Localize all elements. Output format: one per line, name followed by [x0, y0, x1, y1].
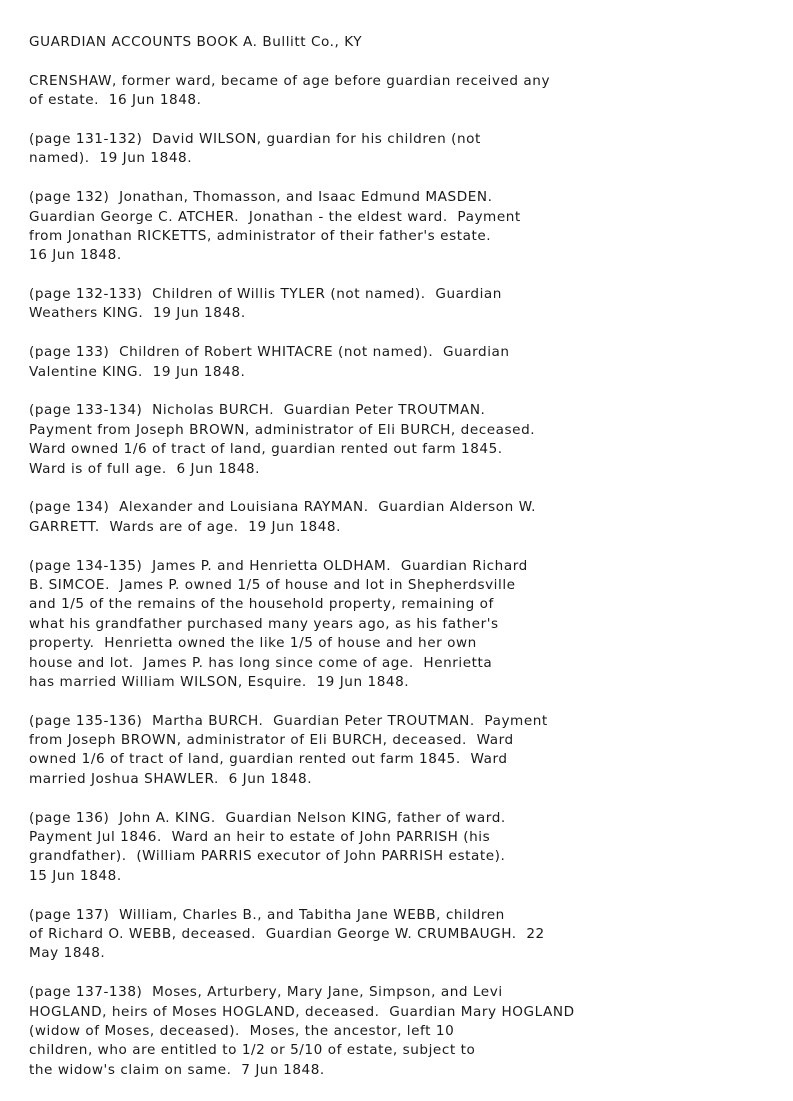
- guardian-entry: [29, 557, 769, 693]
- entry-line: (page 137-138) Moses, Arturbery, Mary Jane, Simpson, and Levi: [29, 984, 503, 1001]
- entry-line: house and lot. James P. has long since come of age. Henrietta: [29, 654, 493, 671]
- entry-line: (page 132-133) Children of Willis TYLER (not named). Guardian: [29, 286, 502, 303]
- entry-line: (widow of Moses, deceased). Moses, the ancestor, left 10: [29, 1022, 455, 1039]
- entry-line: (page 134) Alexander and Louisiana RAYMAN. Guardian Alderson W.: [29, 499, 537, 516]
- entry-line: Ward owned 1/6 of tract of land, guardian rented out farm 1845.: [29, 441, 503, 458]
- guardian-entry: [29, 498, 769, 537]
- entry-line: from Joseph BROWN, administrator of Eli BURCH, deceased. Ward: [29, 732, 514, 749]
- guardian-entry: [29, 401, 769, 479]
- entry-line: property. Henrietta owned the like 1/5 of house and her own: [29, 635, 477, 652]
- entry-line: (page 136) John A. KING. Guardian Nelson KING, father of ward.: [29, 809, 506, 826]
- entry-line: GARRETT. Wards are of age. 19 Jun 1848.: [29, 518, 341, 535]
- entry-line: (page 134-135) James P. and Henrietta OLDHAM. Guardian Richard: [29, 557, 528, 574]
- entry-line: children, who are entitled to 1/2 or 5/10 of estate, subject to: [29, 1042, 476, 1059]
- entry-line: of estate. 16 Jun 1848.: [29, 92, 202, 109]
- entry-line: has married William WILSON, Esquire. 19 Jun 1848.: [29, 673, 410, 690]
- guardian-entry: [29, 906, 769, 964]
- guardian-entry: [29, 712, 769, 790]
- entry-line: what his grandfather purchased many years ago, as his father's: [29, 615, 499, 632]
- entry-line: grandfather). (William PARRIS executor of John PARRISH estate).: [29, 848, 506, 865]
- guardian-entry: [29, 72, 769, 111]
- entry-line: and 1/5 of the remains of the household property, remaining of: [29, 596, 494, 613]
- entry-line: from Jonathan RICKETTS, administrator of their father's estate.: [29, 227, 492, 244]
- entry-line: HOGLAND, heirs of Moses HOGLAND, deceased. Guardian Mary HOGLAND: [29, 1003, 575, 1020]
- entry-line: (page 137) William, Charles B., and Tabitha Jane WEBB, children: [29, 906, 505, 923]
- entry-line: named). 19 Jun 1848.: [29, 150, 193, 167]
- guardian-entry: [29, 983, 769, 1080]
- entry-line: May 1848.: [29, 945, 106, 962]
- entry-line: 16 Jun 1848.: [29, 247, 122, 264]
- guardian-entry: [29, 188, 769, 266]
- entry-line: B. SIMCOE. James P. owned 1/5 of house and lot in Shepherdsville: [29, 576, 516, 593]
- entry-line: married Joshua SHAWLER. 6 Jun 1848.: [29, 770, 313, 787]
- document-title: GUARDIAN ACCOUNTS BOOK A. Bullitt Co., KY: [29, 34, 363, 50]
- guardian-entry: [29, 130, 769, 169]
- entry-line: Payment Jul 1846. Ward an heir to estate of John PARRISH (his: [29, 829, 491, 846]
- document-page: [29, 33, 769, 1100]
- entry-line: Valentine KING. 19 Jun 1848.: [29, 363, 246, 380]
- entry-line: Weathers KING. 19 Jun 1848.: [29, 305, 246, 322]
- guardian-entry: [29, 285, 769, 324]
- entry-line: CRENSHAW, former ward, became of age before guardian received any: [29, 72, 551, 89]
- entry-line: the widow's claim on same. 7 Jun 1848.: [29, 1061, 325, 1078]
- guardian-entry: [29, 809, 769, 887]
- entry-line: Ward is of full age. 6 Jun 1848.: [29, 460, 260, 477]
- entry-line: (page 131-132) David WILSON, guardian for his children (not: [29, 130, 481, 147]
- entry-line: (page 133-134) Nicholas BURCH. Guardian Peter TROUTMAN.: [29, 402, 486, 419]
- entry-line: (page 133) Children of Robert WHITACRE (not named). Guardian: [29, 344, 510, 361]
- entry-line: 15 Jun 1848.: [29, 867, 122, 884]
- entry-line: owned 1/6 of tract of land, guardian rented out farm 1845. Ward: [29, 751, 508, 768]
- entry-line: (page 132) Jonathan, Thomasson, and Isaac Edmund MASDEN.: [29, 189, 493, 206]
- entry-line: of Richard O. WEBB, deceased. Guardian George W. CRUMBAUGH. 22: [29, 925, 545, 942]
- entry-line: Guardian George C. ATCHER. Jonathan - the eldest ward. Payment: [29, 208, 521, 225]
- entry-line: (page 135-136) Martha BURCH. Guardian Peter TROUTMAN. Payment: [29, 712, 548, 729]
- entry-line: Payment from Joseph BROWN, administrator of Eli BURCH, deceased.: [29, 421, 536, 438]
- guardian-entry: [29, 343, 769, 382]
- entry-list: [29, 72, 769, 1080]
